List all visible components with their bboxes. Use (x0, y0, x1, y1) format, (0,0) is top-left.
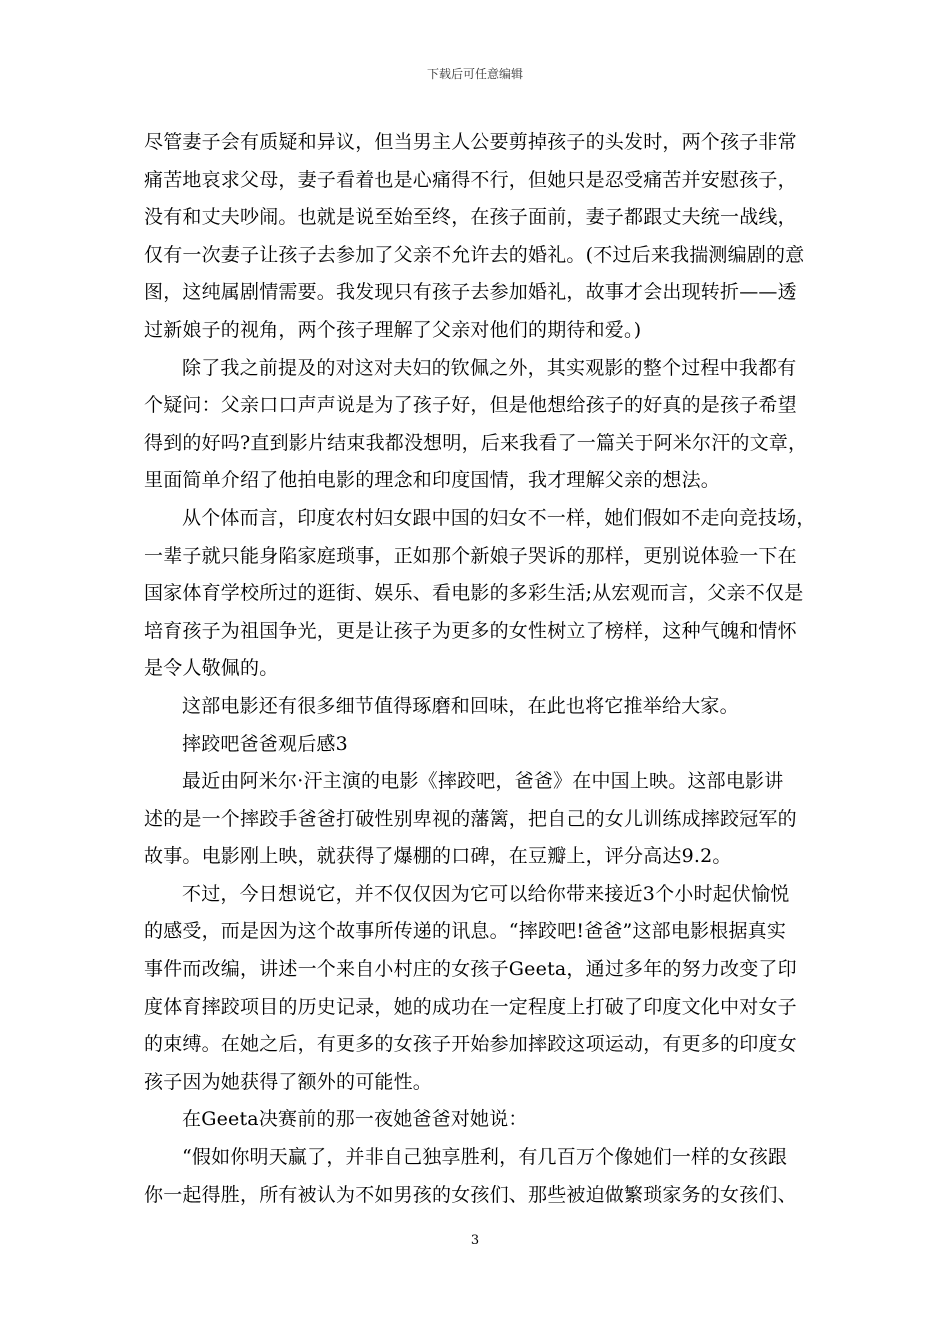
text-line: 这部电影还有很多细节值得琢磨和回味，在此也将它推举给大家。 (182, 694, 739, 717)
text-line: 在Geeta决赛前的那一夜她爸爸对她说： (182, 1108, 528, 1131)
text-line: 事件而改编，讲述一个来自小村庄的女孩子Geeta，通过多年的努力改变了印 (144, 958, 797, 981)
text-line: 痛苦地哀求父母，妻子看着也是心痛得不行，但她只是忍受痛苦并安慰孩子， (144, 168, 797, 191)
text-line: 仅有一次妻子让孩子去参加了父亲不允许去的婚礼。(不过后来我揣测编剧的意 (144, 243, 805, 266)
paragraph (144, 124, 812, 350)
text-line: 个疑问：父亲口口声声说是为了孩子好，但是他想给孩子的好真的是孩子希望 (144, 394, 797, 417)
text-line: 的感受，而是因为这个故事所传递的讯息。“摔跤吧!爸爸”这部电影根据真实 (144, 920, 787, 943)
text-line: 一辈子就只能身陷家庭琐事，正如那个新娘子哭诉的那样，更别说体验一下在 (144, 544, 797, 567)
paragraph (144, 500, 816, 688)
text-line: 故事。电影刚上映，就获得了爆棚的口碑，在豆瓣上，评分高达9.2。 (144, 845, 732, 868)
text-line: “假如你明天赢了，并非自己独享胜利，有几百万个像她们一样的女孩跟 (182, 1146, 788, 1169)
text-line: 孩子因为她获得了额外的可能性。 (144, 1070, 433, 1093)
text-line: 里面简单介绍了他拍电影的理念和印度国情，我才理解父亲的想法。 (144, 469, 721, 492)
text-line: 培育孩子为祖国争光，更是让孩子为更多的女性树立了榜样，这种气魄和情怀 (144, 619, 797, 642)
text-line: 过新娘子的视角，两个孩子理解了父亲对他们的期待和爱。) (144, 318, 642, 341)
text-line: 从个体而言，印度农村妇女跟中国的妇女不一样，她们假如不走向竞技场， (182, 506, 816, 529)
page-header: 下载后可任意编辑 (426, 67, 523, 81)
text-line: 得到的好吗?直到影片结束我都没想明，后来我看了一篇关于阿米尔汗的文章， (144, 431, 808, 454)
paragraph (144, 763, 812, 876)
paragraph (144, 688, 812, 726)
page-number: 3 (470, 1233, 480, 1248)
paragraph (144, 726, 812, 764)
text-line: 是令人敬佩的。 (144, 657, 279, 680)
text-line: 尽管妻子会有质疑和异议，但当男主人公要剪掉孩子的头发时，两个孩子非常 (144, 131, 797, 153)
text-line: 的束缚。在她之后，有更多的女孩子开始参加摔跤这项运动，有更多的印度女 (144, 1033, 797, 1056)
paragraph (144, 1101, 812, 1139)
text-line: 图，这纯属剧情需要。我发现只有孩子去参加婚礼，故事才会出现转折——透 (144, 281, 797, 304)
text-line: 摔跤吧爸爸观后感3 (182, 732, 348, 755)
text-line: 述的是一个摔跤手爸爸打破性别卑视的藩篱，把自己的女儿训练成摔跤冠军的 (144, 807, 797, 830)
text-line: 没有和丈夫吵闹。也就是说至始至终，在孩子面前，妻子都跟丈夫统一战线， (144, 206, 797, 229)
text-line: 国家体育学校所过的逛街、娱乐、看电影的多彩生活;从宏观而言，父亲不仅是 (144, 582, 804, 605)
text-line: 最近由阿米尔·汗主演的电影《摔跤吧，爸爸》在中国上映。这部电影讲 (182, 770, 784, 793)
document-body (144, 124, 816, 1214)
paragraph (144, 876, 812, 1102)
text-line: 你一起得胜，所有被认为不如男孩的女孩们、那些被迫做繁琐家务的女孩们、 (144, 1183, 797, 1206)
text-line: 除了我之前提及的对这对夫妇的钦佩之外，其实观影的整个过程中我都有 (182, 356, 797, 379)
text-line: 不过，今日想说它，并不仅仅因为它可以给你带来接近3个小时起伏愉悦 (182, 882, 790, 905)
paragraph (144, 350, 812, 500)
text-line: 度体育摔跤项目的历史记录，她的成功在一定程度上打破了印度文化中对女子 (144, 995, 797, 1018)
paragraph (144, 1139, 812, 1214)
